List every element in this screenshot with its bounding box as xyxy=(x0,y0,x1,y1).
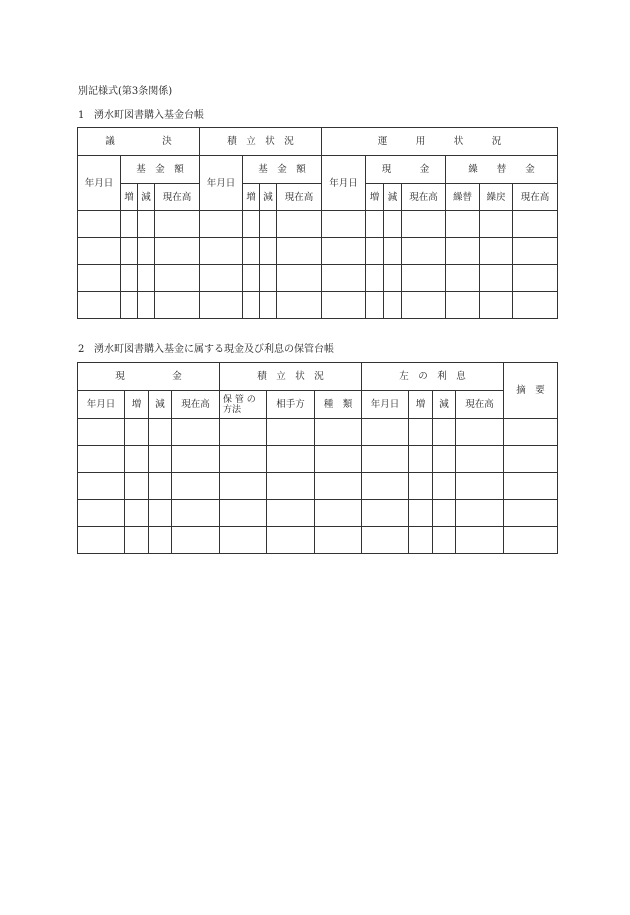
header-accumulation: 積 立 状 況 xyxy=(220,363,362,391)
header-date: 年月日 xyxy=(78,156,121,211)
storage-ledger-table xyxy=(77,362,558,554)
header-transfer-out: 繰替 xyxy=(446,184,480,211)
header-increase: 増 xyxy=(125,391,149,419)
header-current: 現在高 xyxy=(155,184,200,211)
table-row xyxy=(78,500,558,527)
header-date: 年月日 xyxy=(200,156,243,211)
header-date: 年月日 xyxy=(362,391,409,419)
header-cash: 現 金 xyxy=(78,363,220,391)
header-fund-amount: 基 金 額 xyxy=(121,156,200,184)
header-transfer-back: 繰戻 xyxy=(480,184,513,211)
header-date: 年月日 xyxy=(322,156,366,211)
section1-heading xyxy=(78,110,204,122)
header-resolution: 議 決 xyxy=(78,128,200,156)
header-accumulation: 積 立 状 況 xyxy=(200,128,322,156)
header-storage-method: 保 管 の 方法 xyxy=(220,391,267,419)
table-row xyxy=(78,527,558,554)
section1-title: 湧水町図書購入基金台帳 xyxy=(94,110,204,121)
section2-heading xyxy=(78,344,334,356)
header-operation: 運 用 状 況 xyxy=(322,128,558,156)
header-decrease: 減 xyxy=(149,391,172,419)
header-transfer: 繰 替 金 xyxy=(446,156,558,184)
form-title: 別記様式(第3条関係) xyxy=(78,86,173,97)
header-increase: 増 xyxy=(121,184,138,211)
header-increase: 増 xyxy=(366,184,384,211)
table-row xyxy=(78,292,558,319)
header-remarks: 摘 要 xyxy=(504,363,558,419)
header-date: 年月日 xyxy=(78,391,125,419)
header-decrease: 減 xyxy=(138,184,155,211)
header-decrease: 減 xyxy=(260,184,277,211)
header-increase: 増 xyxy=(409,391,433,419)
header-interest: 左 の 利 息 xyxy=(362,363,504,391)
table-row xyxy=(78,265,558,292)
table-row xyxy=(78,419,558,446)
header-current: 現在高 xyxy=(402,184,446,211)
table-row xyxy=(78,446,558,473)
fund-ledger-table xyxy=(77,127,558,319)
header-current: 現在高 xyxy=(456,391,504,419)
header-counterparty: 相手方 xyxy=(267,391,315,419)
header-current: 現在高 xyxy=(513,184,558,211)
header-kind: 種 類 xyxy=(315,391,362,419)
header-current: 現在高 xyxy=(277,184,322,211)
table-row xyxy=(78,473,558,500)
header-decrease: 減 xyxy=(433,391,456,419)
table-row xyxy=(78,238,558,265)
table-row xyxy=(78,211,558,238)
header-increase: 増 xyxy=(243,184,260,211)
section2-number: 2 xyxy=(78,344,85,355)
section2-title: 湧水町図書購入基金に属する現金及び利息の保管台帳 xyxy=(94,344,334,355)
header-cash: 現 金 xyxy=(366,156,446,184)
header-current: 現在高 xyxy=(172,391,220,419)
section1-number: 1 xyxy=(78,110,85,121)
header-decrease: 減 xyxy=(384,184,402,211)
header-fund-amount: 基 金 額 xyxy=(243,156,322,184)
